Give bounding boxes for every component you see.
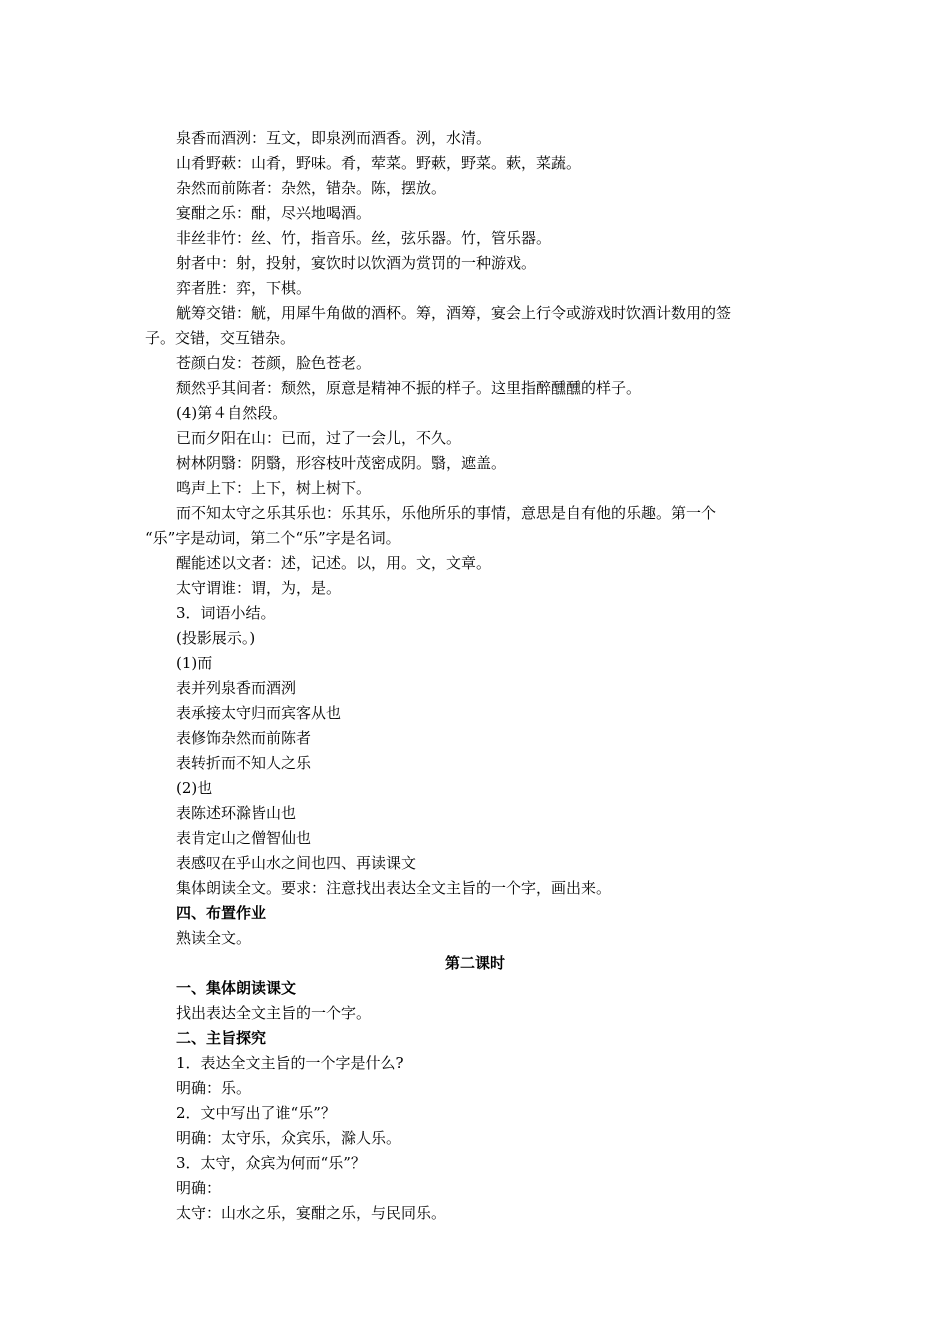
text-line: (投影展示。) — [176, 629, 256, 647]
paragraph-line-2: 子。交错，交互错杂。 — [145, 329, 296, 347]
section-heading-assignment: 四、布置作业 — [176, 904, 267, 922]
text-line: 2．文中写出了谁“乐”？ — [176, 1104, 336, 1122]
text-line: 苍颜白发：苍颜，脸色苍老。 — [176, 354, 372, 372]
text-line: 找出表达全文主旨的一个字。 — [176, 1004, 372, 1022]
text-line: 醒能述以文者：述，记述。以，用。文，文章。 — [176, 554, 492, 572]
text-line: 杂然而前陈者：杂然，错杂。陈，摆放。 — [176, 179, 447, 197]
text-line: (2)也 — [176, 779, 213, 797]
paragraph-line-2: “乐”字是动词，第二个“乐”字是名词。 — [145, 529, 401, 547]
text-line: 表感叹在乎山水之间也四、再读课文 — [176, 854, 417, 872]
lesson-title: 第二课时 — [444, 954, 505, 972]
text-paragraph — [145, 301, 805, 351]
text-line: 泉香而酒洌：互文，即泉洌而酒香。洌，水清。 — [176, 129, 492, 147]
text-line: 宴酣之乐：酣，尽兴地喝酒。 — [176, 204, 372, 222]
text-line: 表修饰杂然而前陈者 — [176, 729, 312, 747]
text-line: 树林阴翳：阴翳，形容枝叶茂密成阴。翳，遮盖。 — [176, 454, 507, 472]
paragraph-line-1: 觥筹交错：觥，用犀牛角做的酒杯。筹，酒筹，宴会上行令或游戏时饮酒计数用的签 — [176, 304, 732, 322]
text-line: 表承接太守归而宾客从也 — [176, 704, 342, 722]
text-line: 太守谓谁：谓，为，是。 — [176, 579, 342, 597]
text-line: 射者中：射，投射，宴饮时以饮酒为赏罚的一种游戏。 — [176, 254, 537, 272]
text-line: 明确：太守乐，众宾乐，滁人乐。 — [176, 1129, 402, 1147]
text-line: 太守：山水之乐，宴酣之乐，与民同乐。 — [176, 1204, 447, 1222]
section-heading-read: 一、集体朗读课文 — [176, 979, 297, 997]
text-line: 表转折而不知人之乐 — [176, 754, 312, 772]
text-line: 鸣声上下：上下，树上树下。 — [176, 479, 372, 497]
text-line: 集体朗读全文。要求：注意找出表达全文主旨的一个字，画出来。 — [176, 879, 612, 897]
text-line: 熟读全文。 — [176, 929, 252, 947]
text-line: (1)而 — [176, 654, 213, 672]
text-line: 明确：乐。 — [176, 1079, 252, 1097]
text-line: 明确： — [176, 1179, 222, 1197]
text-line: (4)第４自然段。 — [176, 404, 288, 422]
paragraph-line-1: 而不知太守之乐其乐也：乐其乐，乐他所乐的事情，意思是自有他的乐趣。第一个 — [176, 504, 717, 522]
text-line: 颓然乎其间者：颓然，原意是精神不振的样子。这里指醉醺醺的样子。 — [176, 379, 642, 397]
document-body — [145, 126, 805, 1226]
text-line: 弈者胜：弈，下棋。 — [176, 279, 312, 297]
text-line: 表并列泉香而酒洌 — [176, 679, 297, 697]
text-line: 1．表达全文主旨的一个字是什么? — [176, 1054, 404, 1072]
text-paragraph — [145, 501, 805, 551]
text-line: 山肴野蔌：山肴，野味。肴，荤菜。野蔌，野菜。蔌，菜蔬。 — [176, 154, 582, 172]
text-line: 已而夕阳在山：已而，过了一会儿，不久。 — [176, 429, 462, 447]
text-line: 表肯定山之僧智仙也 — [176, 829, 312, 847]
section-heading-theme: 二、主旨探究 — [176, 1029, 267, 1047]
text-line: 3．太守，众宾为何而“乐”？ — [176, 1154, 366, 1172]
text-line: 3．词语小结。 — [176, 604, 276, 622]
text-line: 非丝非竹：丝、竹，指音乐。丝，弦乐器。竹，管乐器。 — [176, 229, 552, 247]
text-line: 表陈述环滁皆山也 — [176, 804, 297, 822]
